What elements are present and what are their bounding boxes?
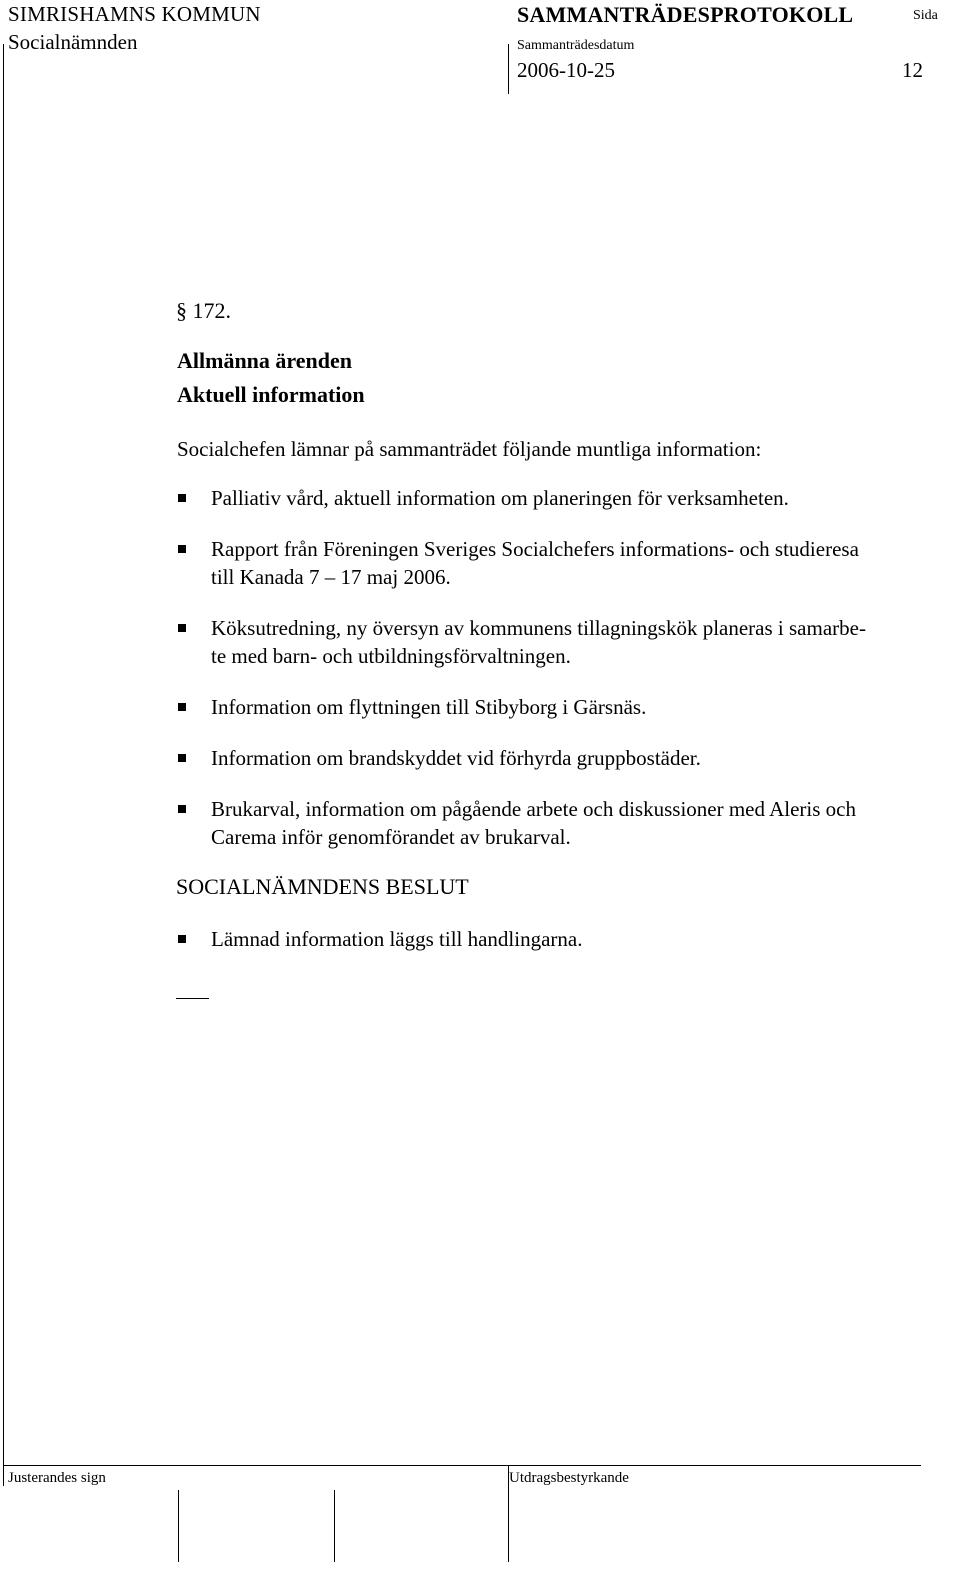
square-bullet-icon <box>178 935 186 943</box>
list-item <box>177 614 952 670</box>
square-bullet-icon <box>178 624 186 632</box>
list-item-text: Palliativ vård, aktuell information om planeringen för verksamheten. <box>211 486 789 510</box>
decision-item <box>177 925 952 953</box>
document-type: SAMMANTRÄDESPROTOKOLL <box>517 2 854 27</box>
list-item <box>177 744 952 772</box>
list-item-text-continued: Carema inför genomförandet av brukarval. <box>211 825 571 849</box>
intro-text: Socialchefen lämnar på sammanträdet följande muntliga information: <box>177 437 762 461</box>
decision-item-text: Lämnad information läggs till handlingarna. <box>211 927 583 951</box>
header-divider-line <box>508 44 509 94</box>
meeting-date: 2006-10-25 <box>517 58 615 82</box>
end-of-section-rule <box>176 998 209 999</box>
department-name: Socialnämnden <box>8 30 138 54</box>
list-item-text-continued: till Kanada 7 – 17 maj 2006. <box>211 565 451 589</box>
signature-box-divider <box>178 1490 179 1562</box>
signature-box-divider <box>334 1490 335 1562</box>
footer-rule <box>3 1465 921 1466</box>
meeting-date-label: Sammanträdesdatum <box>517 38 635 53</box>
list-item-text-continued: te med barn- och utbildningsförvaltningen. <box>211 644 571 668</box>
section-title: Allmänna ärenden <box>177 348 353 373</box>
square-bullet-icon <box>178 545 186 553</box>
certification-label: Utdragsbestyrkande <box>509 1470 629 1486</box>
organization-name: SIMRISHAMNS KOMMUN <box>8 2 261 26</box>
list-item-text: Köksutredning, ny översyn av kommunens tillagningskök planeras i samarbe- <box>211 616 866 640</box>
square-bullet-icon <box>178 494 186 502</box>
left-margin-line <box>3 44 4 1486</box>
list-item <box>177 693 952 721</box>
section-subtitle: Aktuell information <box>177 382 365 407</box>
square-bullet-icon <box>178 805 186 813</box>
list-item <box>177 535 952 591</box>
list-item-text: Rapport från Föreningen Sveriges Socialchefers informations- och studieresa <box>211 537 859 561</box>
list-item-text: Brukarval, information om pågående arbete och diskussioner med Aleris och <box>211 797 856 821</box>
list-item <box>177 795 952 851</box>
footer-center-divider <box>508 1466 509 1562</box>
signature-label: Justerandes sign <box>8 1470 106 1486</box>
decision-heading: SOCIALNÄMNDENS BESLUT <box>176 874 469 899</box>
list-item <box>177 484 952 512</box>
square-bullet-icon <box>178 703 186 711</box>
list-item-text: Information om brandskyddet vid förhyrda gruppbostäder. <box>211 746 701 770</box>
square-bullet-icon <box>178 754 186 762</box>
paragraph-number: § 172. <box>176 298 231 323</box>
page-label: Sida <box>913 8 938 23</box>
list-item-text: Information om flyttningen till Stibyborg i Gärsnäs. <box>211 695 647 719</box>
page-number: 12 <box>902 58 923 82</box>
